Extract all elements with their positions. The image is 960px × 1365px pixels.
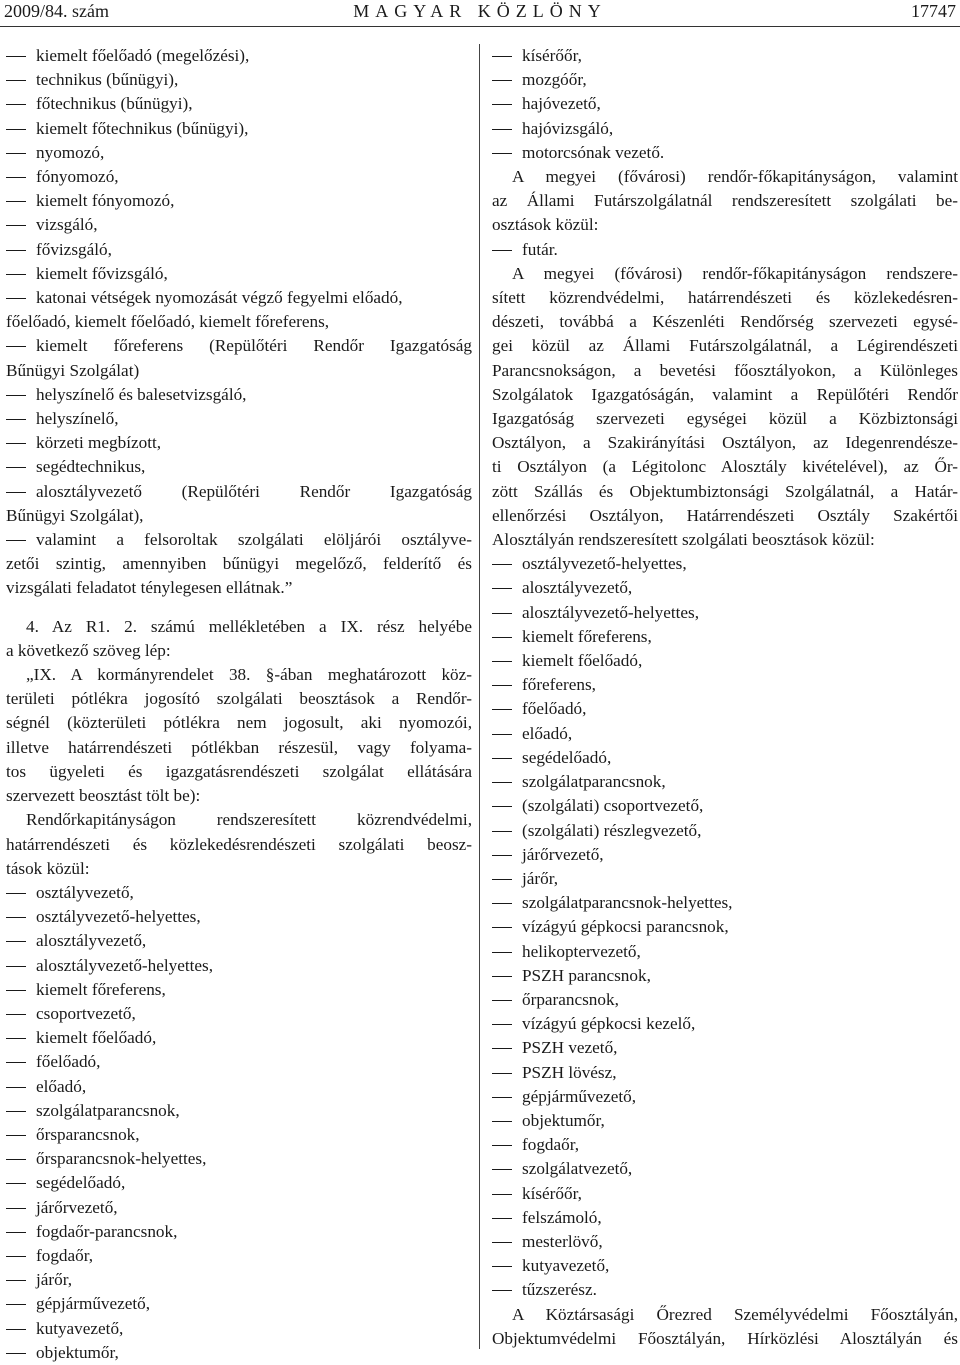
paragraph-line: illetve határrendészeti pótlékban részesül, vagy folyama- — [6, 737, 472, 757]
list-item: gépjárművezető, — [492, 1085, 958, 1109]
list-item: futár. — [492, 238, 958, 262]
paragraph-line: tások közül: — [6, 858, 90, 878]
paragraph-line: vizsgálati feladatot ténylegesen ellátnak.” — [6, 578, 293, 598]
list-item: (szolgálati) csoportvezető, — [492, 794, 958, 818]
list-item: vízágyú gépkocsi parancsnok, — [492, 915, 958, 939]
section-heading: 4. Az R1. 2. számú mellékletében a IX. rész helyébe — [26, 616, 472, 636]
list-item: kiemelt főelőadó, — [6, 1026, 472, 1050]
paragraph-line: Alosztályán rendszeresített szolgálati beosztások közül: — [492, 530, 875, 550]
section-heading: a következő szöveg lép: — [6, 640, 171, 660]
paragraph-line: Objektumvédelmi Főosztályán, Hírközlési Alosztályán és — [492, 1328, 958, 1348]
list-item: kiemelt főelőadó, — [492, 649, 958, 673]
left-column — [6, 44, 472, 1365]
paragraph-line: Szolgálatok Igazgatóságán, valamint a Repülőtéri Rendőr — [492, 384, 958, 404]
list-item: segédtechnikus, — [6, 455, 472, 479]
list-item: kiemelt főreferens, — [492, 625, 958, 649]
list-item: kiemelt főelőadó (megelőzési), — [6, 44, 472, 68]
list-item: hajóvizsgáló, — [492, 117, 958, 141]
paragraph-line: ségnél (közterületi pótlékra nem jogosult, aki nyomozói, — [6, 713, 472, 733]
list-item: kutyavezető, — [6, 1317, 472, 1341]
list-item: kiemelt fővizsgáló, — [6, 262, 472, 286]
list-item: őrsparancsnok, — [6, 1123, 472, 1147]
list-item: kísérőőr, — [492, 44, 958, 68]
paragraph-line: Parancsnokságon, a bevetési főosztályokon, a Különleges — [492, 360, 958, 380]
list-item: járőrvezető, — [6, 1196, 472, 1220]
list-item: PSZH lövész, — [492, 1061, 958, 1085]
paragraph-line: sített közrendvédelmi, határrendészeti és közlekedésren- — [492, 288, 958, 308]
list-item: mozgóőr, — [492, 68, 958, 92]
list-item: osztályvezető-helyettes, — [6, 905, 472, 929]
paragraph-line: A megyei (fővárosi) rendőr-főkapitányságon rendszere- — [512, 263, 958, 283]
list-item: alosztályvezető, — [492, 576, 958, 600]
list-item: kiemelt főreferens (Repülőtéri Rendőr Igazgatóság — [6, 334, 472, 358]
paragraph-line: az Állami Futárszolgálatnál rendszeresített szolgálati be- — [492, 191, 958, 211]
list-item: valamint a felsoroltak szolgálati elöljárói osztályve- — [6, 528, 472, 552]
paragraph-line: dészeti, továbbá a Készenléti Rendőrség szervezeti egysé- — [492, 312, 958, 332]
paragraph-line: ti Osztályon (a Légitolonc Alosztály kivételével), az Őr- — [492, 457, 958, 477]
list-item: alosztályvezető, — [6, 929, 472, 953]
list-item: fővizsgáló, — [6, 238, 472, 262]
paragraph-line: osztások közül: — [492, 215, 599, 235]
page-number: 17747 — [911, 1, 956, 21]
list-item-continuation: Bűnügyi Szolgálat) — [6, 360, 140, 380]
list-item: katonai vétségek nyomozását végző fegyelmi előadó, — [6, 286, 472, 310]
paragraph-line: ellenőrzési Osztályon, Határrendészeti Osztály Szakértői — [492, 505, 958, 525]
right-column — [492, 44, 958, 1351]
list-item: objektumőr, — [6, 1341, 472, 1365]
list-item: őrparancsnok, — [492, 988, 958, 1012]
list-item: szolgálatparancsnok, — [6, 1099, 472, 1123]
paragraph-line: zött Szállás és Objektumbiztonsági Szolgálatnál, a Határ- — [492, 481, 958, 501]
list-item: járőrvezető, — [492, 843, 958, 867]
list-item: helyszínelő és balesetvizsgáló, — [6, 383, 472, 407]
paragraph-line: szervezett beosztást tölt be): — [6, 786, 201, 806]
list-item: főelőadó, — [492, 697, 958, 721]
list-item: főtechnikus (bűnügyi), — [6, 92, 472, 116]
list-item: PSZH vezető, — [492, 1036, 958, 1060]
list-item: alosztályvezető-helyettes, — [6, 954, 472, 978]
column-divider — [479, 44, 480, 1349]
paragraph-line: A megyei (fővárosi) rendőr-főkapitányságon, valamint — [512, 167, 958, 187]
list-item: alosztályvezető (Repülőtéri Rendőr Igazgatóság — [6, 480, 472, 504]
paragraph-line: Rendőrkapitányságon rendszeresített közrendvédelmi, — [26, 810, 472, 830]
list-item: fogdaőr, — [492, 1133, 958, 1157]
list-item: főreferens, — [492, 673, 958, 697]
list-item: hajóvezető, — [492, 92, 958, 116]
list-item: motorcsónak vezető. — [492, 141, 958, 165]
list-item: fónyomozó, — [6, 165, 472, 189]
list-item: (szolgálati) részlegvezető, — [492, 819, 958, 843]
page-header — [0, 0, 960, 24]
list-item: helyszínelő, — [6, 407, 472, 431]
list-item: szolgálatparancsnok, — [492, 770, 958, 794]
list-item: fogdaőr, — [6, 1244, 472, 1268]
paragraph-line: „IX. A kormányrendelet 38. §-ában meghatározott köz- — [26, 665, 472, 685]
list-item-continuation: főelőadó, kiemelt főelőadó, kiemelt főreferens, — [6, 312, 330, 332]
paragraph-line: Igazgatóság szervezeti egységei közül a Közbiztonsági — [492, 409, 958, 429]
list-item: nyomozó, — [6, 141, 472, 165]
paragraph-line: gei közül az Állami Futárszolgálatnál, a Légirendészeti — [492, 336, 958, 356]
issue-number: 2009/84. szám — [4, 1, 109, 21]
list-item: kiemelt fónyomozó, — [6, 189, 472, 213]
list-item-continuation: Bűnügyi Szolgálat), — [6, 505, 144, 525]
paragraph-line: A Köztársasági Őrezred Személyvédelmi Főosztályán, — [512, 1304, 958, 1324]
list-item: alosztályvezető-helyettes, — [492, 601, 958, 625]
list-item: technikus (bűnügyi), — [6, 68, 472, 92]
list-item: objektumőr, — [492, 1109, 958, 1133]
list-item: gépjárművezető, — [6, 1292, 472, 1316]
paragraph-line: Osztályon, a Szakirányítási Osztályon, az Idegenrendésze- — [492, 433, 958, 453]
paragraph-line: területi pótlékra jogosító szolgálati beosztások a Rendőr- — [6, 689, 472, 709]
list-item: osztályvezető-helyettes, — [492, 552, 958, 576]
list-item: szolgálatvezető, — [492, 1157, 958, 1181]
paragraph-line: tos ügyeleti és igazgatásrendészeti szolgálat ellátására — [6, 761, 472, 781]
list-item: osztályvezető, — [6, 881, 472, 905]
list-item: vízágyú gépkocsi kezelő, — [492, 1012, 958, 1036]
header-rule — [0, 26, 960, 27]
list-item: kiemelt főtechnikus (bűnügyi), — [6, 117, 472, 141]
list-item: PSZH parancsnok, — [492, 964, 958, 988]
list-item: szolgálatparancsnok-helyettes, — [492, 891, 958, 915]
paragraph-line: zetői szintig, amennyiben bűnügyi megelőző, felderítő és — [6, 554, 472, 574]
list-item: segédelőadó, — [6, 1171, 472, 1195]
list-item: fogdaőr-parancsnok, — [6, 1220, 472, 1244]
list-item: előadó, — [6, 1075, 472, 1099]
list-item: segédelőadó, — [492, 746, 958, 770]
paragraph-line: határrendészeti és közlekedésrendészeti szolgálati beosz- — [6, 834, 472, 854]
list-item: mesterlövő, — [492, 1230, 958, 1254]
list-item: helikoptervezető, — [492, 940, 958, 964]
list-item: járőr, — [6, 1268, 472, 1292]
list-item: vizsgáló, — [6, 213, 472, 237]
list-item: körzeti megbízott, — [6, 431, 472, 455]
list-item: őrsparancsnok-helyettes, — [6, 1147, 472, 1171]
list-item: csoportvezető, — [6, 1002, 472, 1026]
list-item: kiemelt főreferens, — [6, 978, 472, 1002]
list-item: előadó, — [492, 722, 958, 746]
list-item: főelőadó, — [6, 1050, 472, 1074]
list-item: tűzszerész. — [492, 1278, 958, 1302]
list-item: járőr, — [492, 867, 958, 891]
list-item: kísérőőr, — [492, 1182, 958, 1206]
list-item: felszámoló, — [492, 1206, 958, 1230]
publication-title: MAGYAR KÖZLÖNY — [353, 1, 607, 21]
list-item: kutyavezető, — [492, 1254, 958, 1278]
